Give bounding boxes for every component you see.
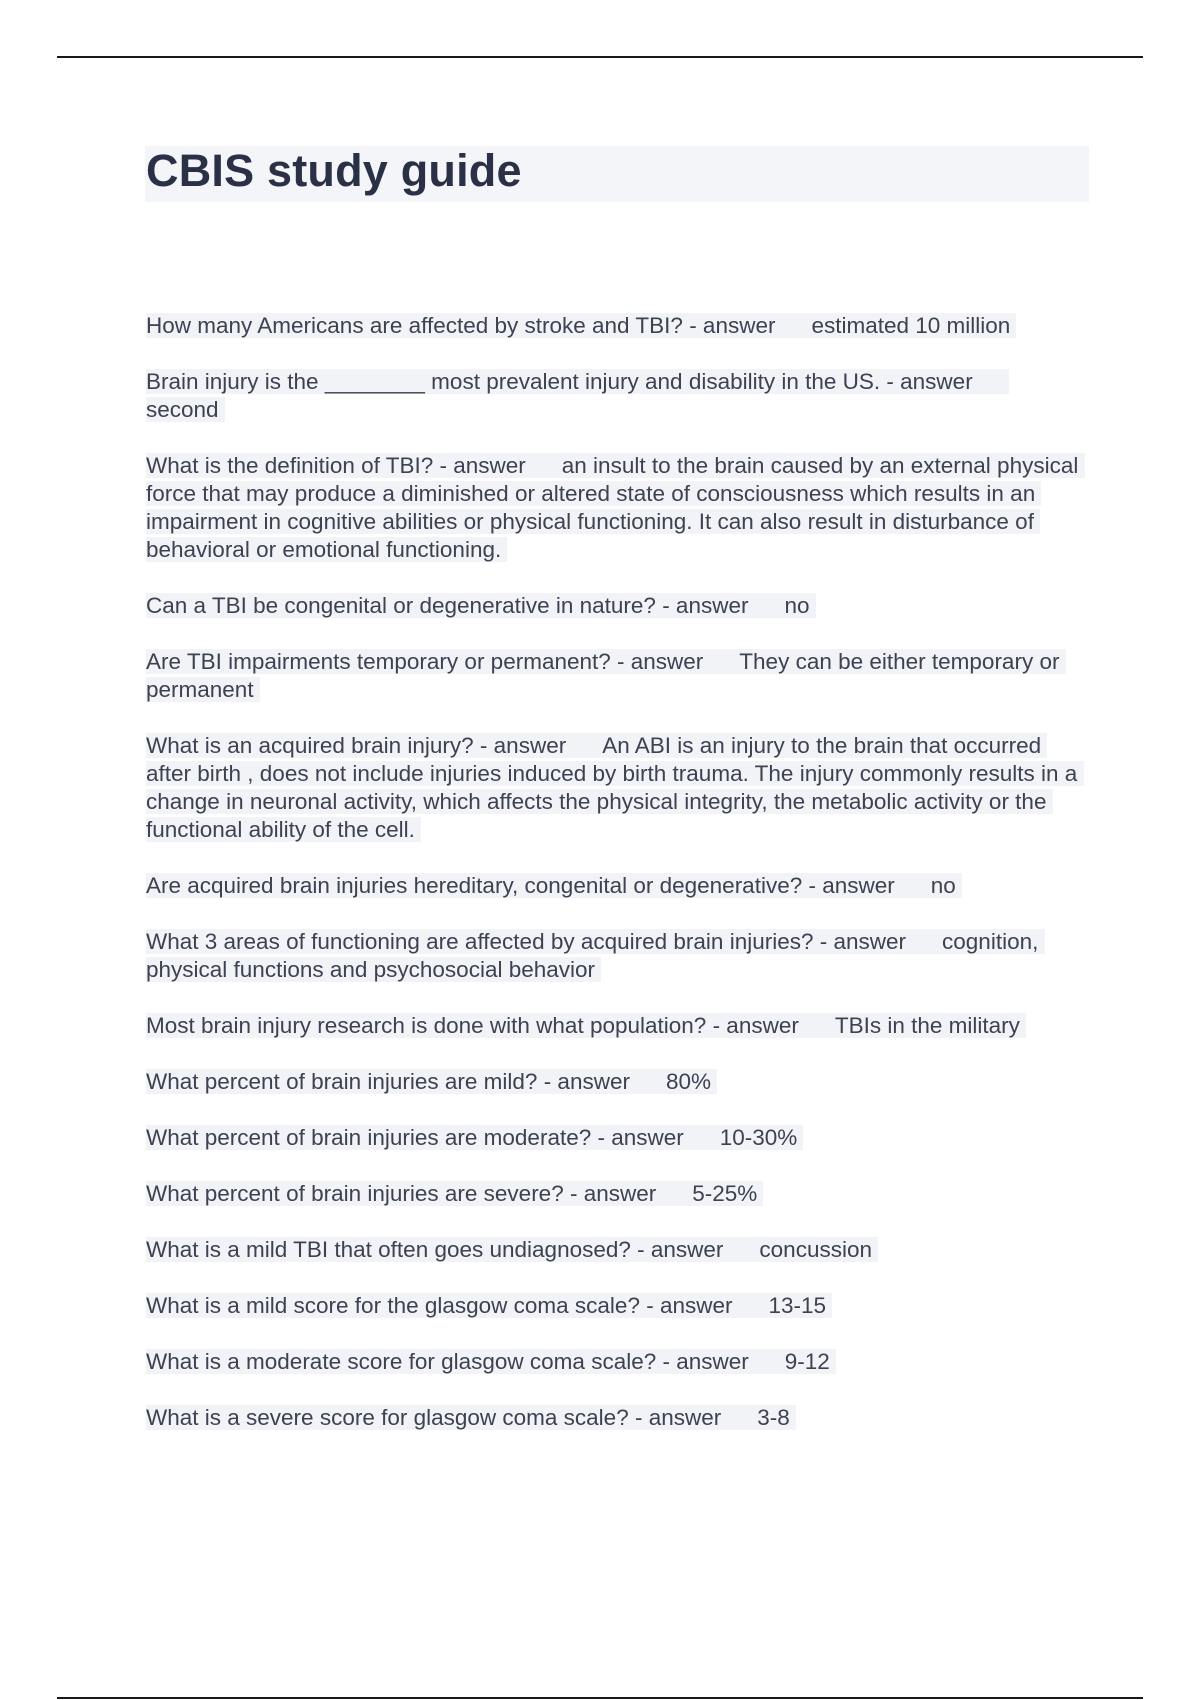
answer-label: - answer bbox=[473, 733, 567, 758]
top-rule bbox=[57, 56, 1143, 58]
answer-label: - answer bbox=[802, 873, 895, 898]
answer-label: - answer bbox=[630, 1237, 724, 1262]
answer-label: - answer bbox=[813, 929, 907, 954]
question: What is a mild TBI that often goes undiagnosed? bbox=[146, 1237, 631, 1262]
qa-item bbox=[146, 1236, 1086, 1264]
answer-label: - answer bbox=[639, 1293, 733, 1318]
answer: TBIs in the military bbox=[834, 1013, 1020, 1038]
bottom-rule bbox=[57, 1697, 1143, 1699]
question: What percent of brain injuries are severe? bbox=[146, 1181, 564, 1206]
question: Brain injury is the ________ most prevalent injury and disability in the US. bbox=[146, 369, 881, 394]
answer-label: - answer bbox=[610, 649, 704, 674]
question: Are TBI impairments temporary or permanent? bbox=[146, 649, 611, 674]
qa-item bbox=[146, 872, 1086, 900]
qa-item bbox=[146, 928, 1086, 984]
question: Most brain injury research is done with what population? bbox=[146, 1013, 707, 1038]
qa-item bbox=[146, 368, 1086, 424]
answer: An ABI is an injury to the brain that occurred after birth , does not include injuries induced by birth trauma. The injury commonly results in a change in neuronal activity, which affects the physical integrity, the metabolic activity or the functional ability of the cell. bbox=[146, 733, 1084, 842]
qa-item bbox=[146, 1348, 1086, 1376]
question: What is an acquired brain injury? bbox=[146, 733, 474, 758]
answer-label: - answer bbox=[628, 1405, 722, 1430]
answer-label: - answer bbox=[591, 1125, 684, 1150]
answer: 9-12 bbox=[784, 1349, 830, 1374]
question: What 3 areas of functioning are affected by acquired brain injuries? bbox=[146, 929, 814, 954]
answer: 5-25% bbox=[692, 1181, 758, 1206]
qa-item bbox=[146, 1012, 1086, 1040]
answer: second bbox=[146, 397, 219, 422]
question: What is the definition of TBI? bbox=[146, 453, 434, 478]
qa-item bbox=[146, 732, 1086, 844]
answer: 13-15 bbox=[768, 1293, 827, 1318]
question: What percent of brain injuries are mild? bbox=[146, 1069, 538, 1094]
answer: an insult to the brain caused by an external physical force that may produce a diminished or altered state of consciousness which results in an impairment in cognitive abilities or physical functioning. It can also result in disturbance of behavioral or emotional functioning. bbox=[146, 453, 1085, 562]
answer: no bbox=[930, 873, 956, 898]
answer-label: - answer bbox=[706, 1013, 799, 1038]
question: What is a moderate score for glasgow coma scale? bbox=[146, 1349, 657, 1374]
question: Can a TBI be congenital or degenerative in nature? bbox=[146, 593, 656, 618]
answer: 10-30% bbox=[719, 1125, 798, 1150]
question: Are acquired brain injuries hereditary, congenital or degenerative? bbox=[146, 873, 803, 898]
answer: 80% bbox=[665, 1069, 712, 1094]
answer: no bbox=[784, 593, 810, 618]
qa-item bbox=[146, 592, 1086, 620]
answer-label: - answer bbox=[537, 1069, 630, 1094]
answer-label: - answer bbox=[682, 313, 776, 338]
answer-label: - answer bbox=[433, 453, 526, 478]
qa-item bbox=[146, 1292, 1086, 1320]
qa-item bbox=[146, 312, 1086, 340]
answer: cognition, physical functions and psychosocial behavior bbox=[146, 929, 1045, 982]
answer-label: - answer bbox=[656, 1349, 749, 1374]
qa-item bbox=[146, 1404, 1086, 1432]
question: What percent of brain injuries are moderate? bbox=[146, 1125, 592, 1150]
answer: estimated 10 million bbox=[811, 313, 1011, 338]
qa-list bbox=[146, 312, 1086, 1460]
qa-item bbox=[146, 1124, 1086, 1152]
answer-label: - answer bbox=[655, 593, 749, 618]
question: What is a severe score for glasgow coma scale? bbox=[146, 1405, 629, 1430]
qa-item bbox=[146, 648, 1086, 704]
question: How many Americans are affected by stroke and TBI? bbox=[146, 313, 683, 338]
qa-item bbox=[146, 452, 1086, 564]
answer-label: - answer bbox=[880, 369, 973, 394]
answer-label: - answer bbox=[563, 1181, 657, 1206]
answer: They can be either temporary or permanent bbox=[146, 649, 1066, 702]
question: What is a mild score for the glasgow coma scale? bbox=[146, 1293, 640, 1318]
answer: 3-8 bbox=[757, 1405, 790, 1430]
answer: concussion bbox=[759, 1237, 872, 1262]
page-title: CBIS study guide bbox=[146, 145, 522, 196]
qa-item bbox=[146, 1180, 1086, 1208]
qa-item bbox=[146, 1068, 1086, 1096]
